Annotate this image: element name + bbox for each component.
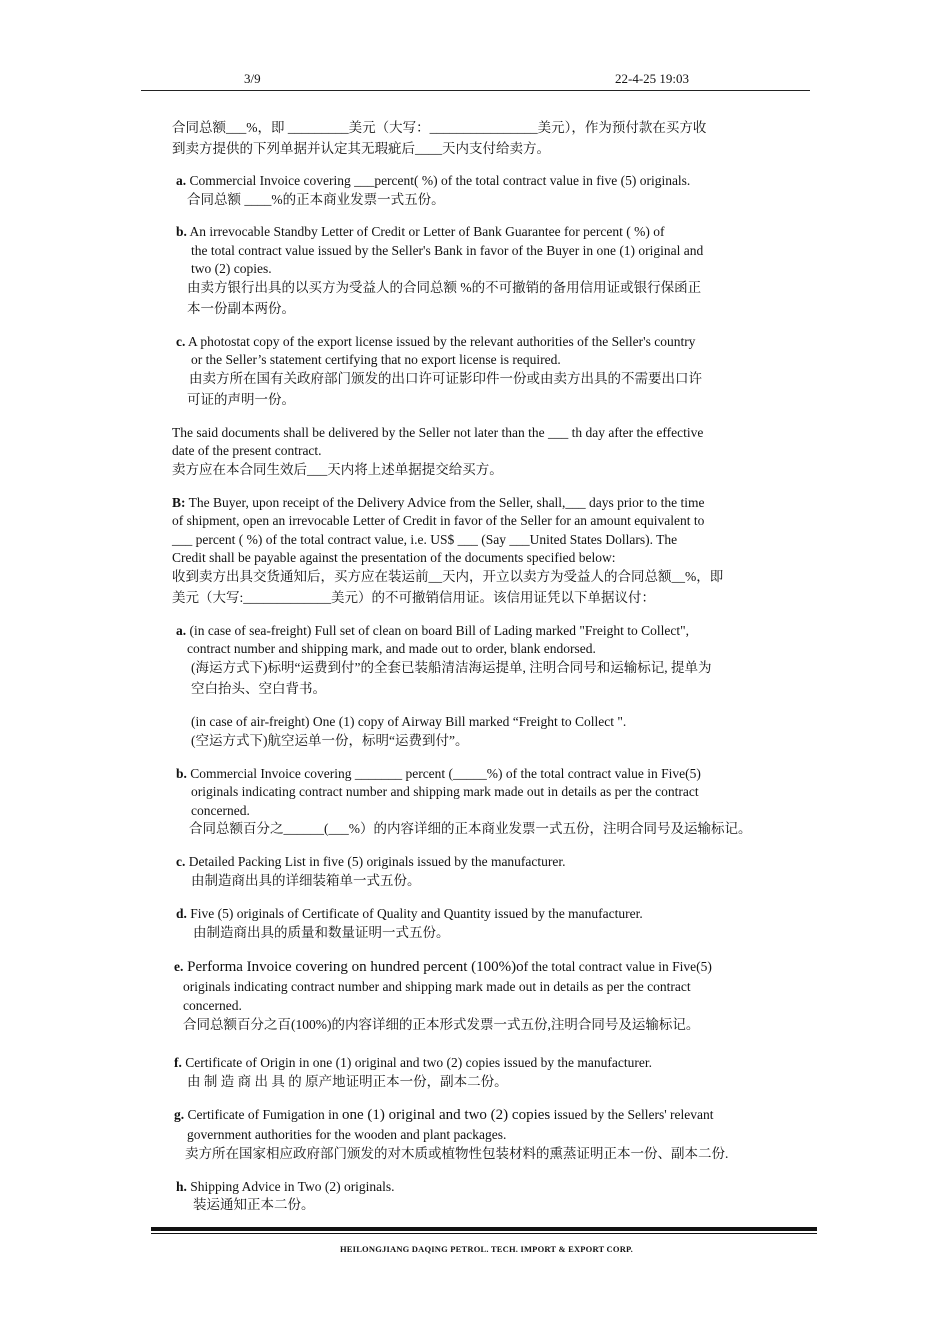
section-b-label: B: [172, 495, 186, 510]
doc-c-line-1 [176, 853, 566, 871]
doc-g-label: g. [174, 1107, 185, 1122]
section-b-line-1 [172, 494, 705, 512]
clause-a1-label: a. [176, 173, 187, 188]
clause-b1-label: b. [176, 224, 187, 239]
doc-h-line-1 [176, 1178, 395, 1196]
doc-g-copies: one (1) original and two (2) copies [341, 1107, 551, 1123]
intro-line-1: 合同总额___%，即 _________美元（大写：________________美元），作为预付款在买方收 [172, 120, 707, 135]
clause-b1-line-2: the total contract value issued by the Seller's Bank in favor of the Buyer in one (1) original and [191, 243, 704, 258]
doc-a-line-2: contract number and shipping mark, and made out to order, blank endorsed. [187, 641, 596, 656]
doc-e-text: f the total contract value in Five(5) [523, 959, 712, 974]
doc-e-line-4: 合同总额百分之百(100%)的内容详细的正本形式发票一式五份,注明合同号及运输标记。 [183, 1017, 700, 1032]
doc-g-line-2: government authorities for the wooden and plant packages. [187, 1127, 507, 1142]
section-b-text: The Buyer, upon receipt of the Delivery Advice from the Seller, shall,___ days prior to the time [185, 495, 705, 510]
doc-d-line-1 [176, 905, 643, 923]
doc-f-line-1 [174, 1054, 652, 1072]
clause-c1-line-1 [176, 333, 695, 351]
footer-rule-thin [151, 1233, 817, 1234]
doc-b-label: b. [176, 766, 187, 781]
doc-d-text: Five (5) originals of Certificate of Quality and Quantity issued by the manufacturer. [186, 906, 643, 921]
doc-e-line-2: originals indicating contract number and shipping mark made out in details as per the contract [183, 979, 691, 994]
doc-f-text: Certificate of Origin in one (1) original and two (2) copies issued by the manufacturer. [181, 1055, 652, 1070]
doc-a-text: (in case of sea-freight) Full set of clean on board Bill of Lading marked "Freight to Collect", [186, 623, 690, 638]
clause-c1-line-4: 可证的声明一份。 [187, 392, 295, 407]
section-b-line-2: of shipment, open an irrevocable Letter of Credit in favor of the Seller for an amount equivalent to [172, 513, 705, 528]
clause-b1-line-5: 本一份副本两份。 [187, 301, 295, 316]
doc-e-line-3: concerned. [183, 998, 242, 1013]
doc-h-text: Shipping Advice in Two (2) originals. [186, 1179, 395, 1194]
doc-c-label: c. [176, 854, 186, 869]
clause-a1-line-2: 合同总额 ____%的正本商业发票一式五份。 [187, 192, 445, 207]
doc-d-line-2: 由制造商出具的质量和数量证明一式五份。 [193, 925, 450, 940]
doc-h-label: h. [176, 1179, 187, 1194]
doc-b-text: Commercial Invoice covering _______ percent (_____%) of the total contract value in Five(5) [186, 766, 701, 781]
doc-a-line-6: (空运方式下)航空运单一份，标明“运费到付”。 [191, 733, 469, 748]
doc-b-line-3: concerned. [191, 803, 250, 818]
section-b-line-4: Credit shall be payable against the presentation of the documents specified below: [172, 550, 616, 565]
delivery-line-2: date of the present contract. [172, 443, 322, 458]
doc-f-line-2: 由 制 造 商 出 具 的 原产地证明正本一份，副本二份。 [187, 1074, 508, 1089]
page-number: 3/9 [244, 71, 261, 86]
doc-b-line-4: 合同总额百分之______(___%）的内容详细的正本商业发票一式五份，注明合同号及运输标记。 [189, 821, 752, 836]
delivery-line-1: The said documents shall be delivered by the Seller not later than the ___ th day after the effective [172, 425, 704, 440]
clause-c1-line-2: or the Seller’s statement certifying that no export license is required. [191, 352, 561, 367]
footer-rule-thick [151, 1227, 817, 1231]
doc-b-line-1 [176, 765, 701, 783]
header-rule [141, 90, 810, 91]
doc-a-line-4: 空白抬头、空白背书。 [191, 681, 326, 696]
doc-a-line-3: (海运方式下)标明“运费到付”的全套已装船清洁海运提单, 注明合同号和运输标记, 提单为 [191, 660, 712, 675]
section-b-line-5: 收到卖方出具交货通知后，买方应在装运前__天内，开立以卖方为受益人的合同总额__%，即 [172, 569, 724, 584]
doc-e-label: e. [174, 959, 184, 974]
doc-b-line-2: originals indicating contract number and shipping mark made out in details as per the contract [191, 784, 699, 799]
clause-a1-line-1 [176, 172, 690, 190]
doc-a-line-5: (in case of air-freight) One (1) copy of Airway Bill marked “Freight to Collect ". [191, 714, 627, 729]
doc-c-text: Detailed Packing List in five (5) originals issued by the manufacturer. [185, 854, 566, 869]
clause-b1-line-4: 由卖方银行出具的以买方为受益人的合同总额 %的不可撤销的备用信用证或银行保函正 [187, 280, 702, 295]
doc-g-tail: issued by the Sellers' relevant [550, 1107, 714, 1122]
clause-c1-text: A photostat copy of the export license issued by the relevant authorities of the Seller's country [185, 334, 696, 349]
clause-c1-label: c. [176, 334, 186, 349]
doc-a-label: a. [176, 623, 187, 638]
clause-b1-text: An irrevocable Standby Letter of Credit or Letter of Bank Guarantee for percent ( %) of [186, 224, 665, 239]
intro-line-2: 到卖方提供的下列单据并认定其无瑕疵后____天内支付给卖方。 [172, 141, 550, 156]
company-footer: HEILONGJIANG DAQING PETROL. TECH. IMPORT & EXPORT CORP. [340, 1244, 633, 1254]
section-b-line-3: ___ percent ( %) of the total contract value, i.e. US$ ___ (Say ___United States Dollars). The [172, 532, 678, 547]
doc-f-label: f. [174, 1055, 182, 1070]
clause-a1-text: Commercial Invoice covering ___percent( %) of the total contract value in five (5) originals. [186, 173, 691, 188]
doc-e-lead: Performa Invoice covering on hundred percent (100%)o [183, 959, 524, 975]
delivery-line-3: 卖方应在本合同生效后___天内将上述单据提交给买方。 [172, 462, 503, 477]
clause-b1-line-3: two (2) copies. [191, 261, 272, 276]
doc-d-label: d. [176, 906, 187, 921]
doc-e-line-1 [174, 958, 712, 976]
doc-h-line-2: 装运通知正本二份。 [193, 1197, 315, 1212]
print-datetime: 22-4-25 19:03 [615, 71, 690, 86]
doc-g-line-3: 卖方所在国家相应政府部门颁发的对木质或植物性包装材料的熏蒸证明正本一份、副本二份. [185, 1146, 729, 1161]
clause-b1-line-1 [176, 223, 664, 241]
clause-c1-line-3: 由卖方所在国有关政府部门颁发的出口许可证影印件一份或由卖方出具的不需要出口许 [189, 371, 702, 386]
doc-a-line-1 [176, 622, 689, 640]
section-b-line-6: 美元（大写:_____________美元）的不可撤销信用证。该信用证凭以下单据议付： [172, 590, 655, 605]
doc-g-line-1 [174, 1106, 714, 1124]
doc-g-lead: Certificate of Fumigation in [184, 1107, 342, 1122]
doc-c-line-2: 由制造商出具的详细装箱单一式五份。 [191, 873, 421, 888]
